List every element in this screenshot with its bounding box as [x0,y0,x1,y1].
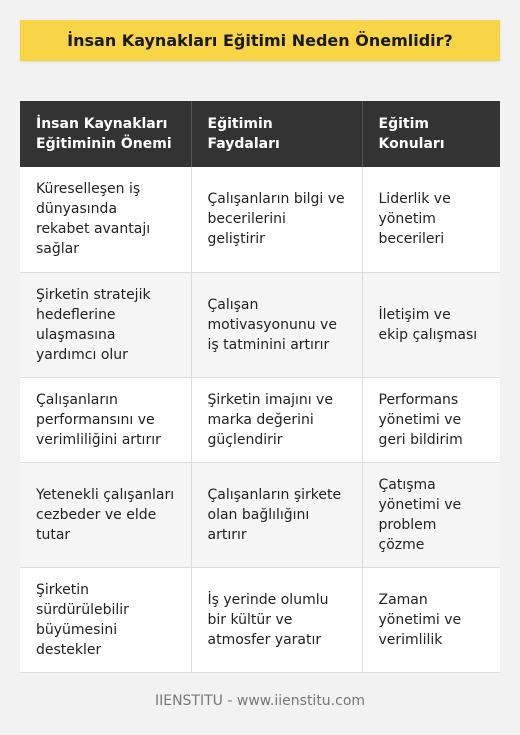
table-cell: Performans yönetimi ve geri bildirim [362,377,500,462]
table-row [20,167,500,272]
table-cell: Çalışanların bilgi ve becerilerini geliştirir [191,167,362,272]
table-cell: İş yerinde olumlu bir kültür ve atmosfer yaratır [191,567,362,672]
table-row [20,272,500,377]
table-row [20,377,500,462]
table-cell: Liderlik ve yönetim becerileri [362,167,500,272]
table-cell: Çatışma yönetimi ve problem çözme [362,462,500,567]
table-cell: Çalışan motivasyonunu ve iş tatminini artırır [191,272,362,377]
table-cell: Şirketin stratejik hedeflerine ulaşmasına yardımcı olur [20,272,191,377]
table-row [20,567,500,672]
table-cell: Küreselleşen iş dünyasında rekabet avantajı sağlar [20,167,191,272]
table-cell: Çalışanların performansını ve verimliliğini artırır [20,377,191,462]
table-cell: Yetenekli çalışanları cezbeder ve elde tutar [20,462,191,567]
table-header-row [20,101,500,167]
table-cell: Zaman yönetimi ve verimlilik [362,567,500,672]
table-cell: Şirketin sürdürülebilir büyümesini destekler [20,567,191,672]
table-cell: Şirketin imajını ve marka değerini güçlendirir [191,377,362,462]
footer-credit: IIENSTITU - www.iienstitu.com [154,693,366,709]
column-header-topics: Eğitim Konuları [362,101,500,167]
page-title: İnsan Kaynakları Eğitimi Neden Önemlidir? [20,20,500,61]
column-header-importance: İnsan Kaynakları Eğitiminin Önemi [20,101,191,167]
column-header-benefits: Eğitimin Faydaları [191,101,362,167]
hr-training-table [20,101,500,673]
table-row [20,462,500,567]
table-cell: Çalışanların şirkete olan bağlılığını artırır [191,462,362,567]
table-cell: İletişim ve ekip çalışması [362,272,500,377]
